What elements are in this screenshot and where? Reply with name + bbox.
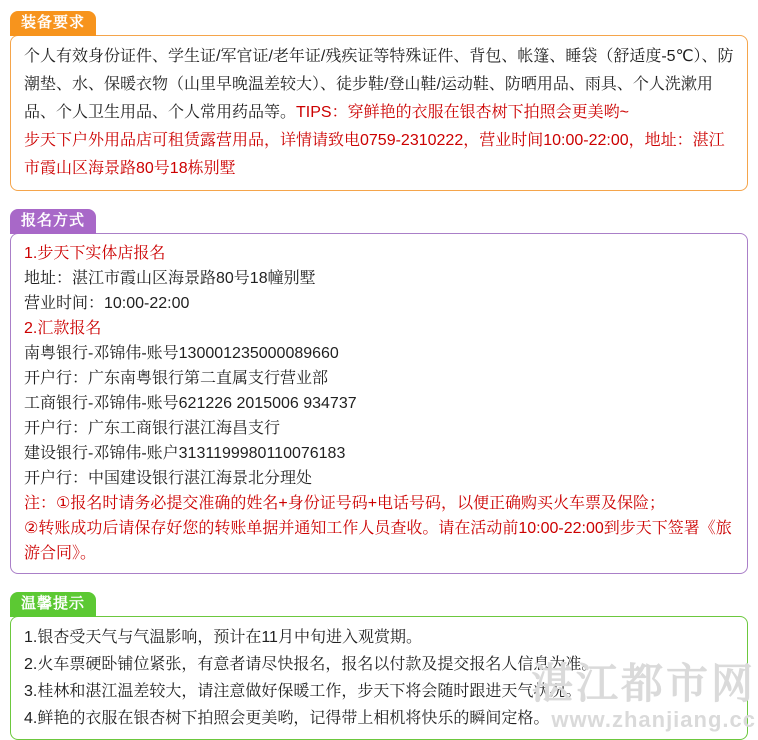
section-tips: [10, 592, 748, 740]
signup-method2-heading: 2.汇款报名: [24, 320, 102, 337]
tip-line-3: 3.桂林和湛江温差较大，请注意做好保暖工作，步天下将会随时跟进天气状况。: [24, 683, 582, 700]
section-signup-box: [10, 233, 748, 574]
equipment-tips-text: TIPS：穿鲜艳的衣服在银杏树下拍照会更美哟~: [296, 104, 629, 121]
equipment-list-text: 个人有效身份证件、学生证/军官证/老年证/残疾证等特殊证件、背包、帐篷、睡袋（舒适度-5℃）、防潮垫、水、保暖衣物（山里早晚温差较大）、徒步鞋/登山鞋/运动鞋、防晒用品、雨具、个人洗漱用品、个人卫生用品、个人常用药品等。: [24, 48, 734, 121]
store-address-line: 地址：湛江市霞山区海景路80号18幢别墅: [24, 270, 316, 287]
bank-account-line-nanyue: 南粤银行-邓锦伟-账号130001235000089660: [24, 345, 339, 362]
bank-branch-line-ccb: 开户行：中国建设银行湛江海景北分理处: [24, 470, 313, 487]
section-tips-box: [10, 616, 748, 740]
section-signup-tab: 报名方式: [10, 209, 96, 234]
section-tips-tab: 温馨提示: [10, 592, 96, 617]
equipment-rental-text: 步天下户外用品店可租赁露营用品，详情请致电0759-2310222，营业时间10:00-22:00，地址：湛江市霞山区海景路80号18栋别墅: [24, 132, 725, 177]
watermark-site-url: www.zhanjiang.cc: [551, 707, 756, 732]
section-equipment-tab: 装备要求: [10, 11, 96, 36]
business-hours-line: 营业时间：10:00-22:00: [24, 295, 190, 312]
tip-line-4: 4.鲜艳的衣服在银杏树下拍照会更美哟，记得带上相机将快乐的瞬间定格。: [24, 710, 550, 727]
tip-line-2: 2.火车票硬卧铺位紧张，有意者请尽快报名，报名以付款及提交报名人信息为准。: [24, 656, 598, 673]
bank-account-line-icbc: 工商银行-邓锦伟-账号621226 2015006 934737: [24, 395, 357, 412]
signup-method1-heading: 1.步天下实体店报名: [24, 245, 166, 262]
section-equipment-box: [10, 35, 748, 191]
bank-branch-line-nanyue: 开户行：广东南粤银行第二直属支行营业部: [24, 370, 329, 387]
watermark-site-name: 湛江都市网: [530, 662, 756, 708]
signup-note-line-2: ②转账成功后请保存好您的转账单据并通知工作人员查收。请在活动前10:00-22:00到步天下签署《旅游合同》。: [24, 520, 732, 562]
section-signup: [10, 209, 748, 574]
signup-note-line-1: 注：①报名时请务必提交准确的姓名+身份证号码+电话号码，以便正确购买火车票及保险；: [24, 495, 666, 512]
section-equipment: [10, 11, 748, 191]
bank-branch-line-icbc: 开户行：广东工商银行湛江海昌支行: [24, 420, 281, 437]
tip-line-1: 1.银杏受天气与气温影响，预计在11月中旬进入观赏期。: [24, 629, 422, 646]
bank-account-line-ccb: 建设银行-邓锦伟-账户3131199980110076183: [24, 445, 346, 462]
